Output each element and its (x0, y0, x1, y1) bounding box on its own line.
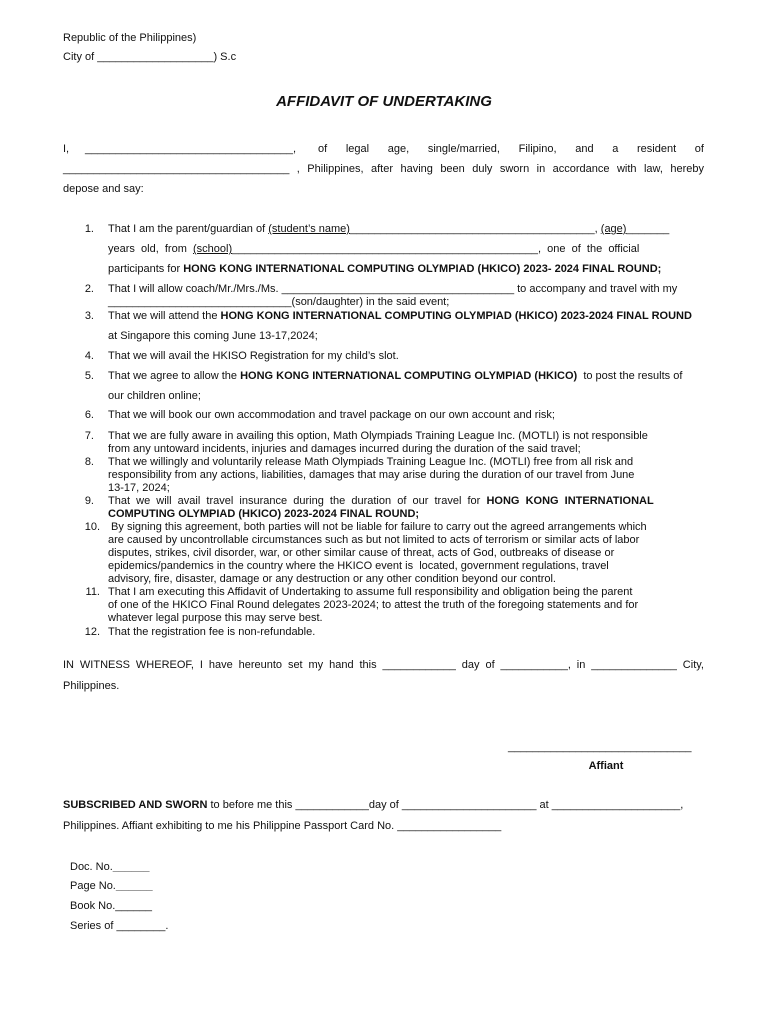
item-1-text: That I am the parent/guardian of (108, 223, 269, 235)
item-9-line2: COMPUTING OLYMPIAD (HKICO) 2023-2024 FINAL ROUND; (108, 508, 420, 520)
book-no: Book No.______ (70, 900, 152, 912)
item-1-line1 (108, 224, 669, 235)
item-8-line1: That we willingly and voluntarily release Math Olympiads Training League Inc. (MOTLI) free from all risk and (108, 456, 634, 468)
item-number: 3. (84, 310, 94, 322)
school-field: (school) (192, 243, 233, 255)
doc-no-blank: ______ (112, 861, 150, 873)
page-no-label: Page No. (70, 880, 116, 892)
item-1-blank: ________________________________________, (349, 223, 601, 235)
item-8-line2: responsibility from any actions, liabilities, damages that may arise during the duration of our travel from June (108, 469, 635, 481)
item-number: 11. (85, 586, 100, 598)
item-3-line2: at Singapore this coming June 13-17,2024; (108, 330, 318, 342)
item-8-line3: 13-17, 2024; (108, 482, 170, 494)
item-10-line2: are caused by uncontrollable circumstances such as but not limited to acts of terrorism or similar acts of labor (108, 534, 640, 546)
item-5-text: That we agree to allow the (108, 370, 241, 382)
item-number: 9. (84, 495, 94, 507)
item-3-text: That we will attend the (108, 310, 221, 322)
item-6-text: That we will book our own accommodation and travel package on our own account and risk; (108, 409, 555, 421)
doc-no-label: Doc. No. (70, 861, 113, 873)
signature-line: ______________________________ (508, 741, 692, 753)
sworn-text: to before me this ____________day of ______________________ at _____________________, (207, 799, 684, 811)
sworn-line1 (63, 800, 683, 811)
witness-line1: IN WITNESS WHEREOF, I have hereunto set my hand this ____________ day of ___________, in ______________ City, (63, 659, 704, 671)
item-1-participants: participants for (108, 263, 184, 275)
item-10-line3: disputes, strikes, civil disorder, war, or other similar cause of threat, acts of God, outbreaks of disease or (108, 547, 615, 559)
item-1-age-blank: _______ (626, 223, 670, 235)
doc-no (70, 862, 150, 873)
item-11-line3: whatever legal purpose this may serve best. (108, 612, 323, 624)
item-4-text: That we will avail the HKISO Registration for my child’s slot. (108, 350, 399, 362)
sworn-heading: SUBSCRIBED AND SWORN (63, 799, 208, 811)
age-field: (age) (600, 223, 627, 235)
item-2-line1: That I will allow coach/Mr./Mrs./Ms. ______________________________________ to accompany and travel with my (108, 283, 678, 295)
item-10-line1: By signing this agreement, both parties will not be liable for failure to carry out the agreed arrangements which (108, 521, 647, 533)
item-number: 7. (84, 430, 94, 442)
item-number: 2. (84, 283, 94, 295)
item-5-line1 (108, 371, 682, 382)
item-number: 5. (84, 370, 94, 382)
intro-line3: depose and say: (63, 183, 144, 195)
header-city: City of ___________________) S.c (63, 51, 237, 63)
item-number: 1. (84, 223, 94, 235)
item-7-line1: That we are fully aware in availing this option, Math Olympiads Training League Inc. (MOTLI) is not responsible (108, 430, 648, 442)
affiant-label: Affiant (588, 760, 624, 772)
item-12-text: That the registration fee is non-refundable. (108, 626, 316, 638)
event-name: HONG KONG INTERNATIONAL COMPUTING OLYMPIAD (HKICO) 2023-2024 FINAL ROUND (220, 310, 692, 322)
item-5-line2: our children online; (108, 390, 201, 402)
item-10-line5: advisory, fire, disaster, damage or any destruction or any other condition beyond our control. (108, 573, 556, 585)
event-name: HONG KONG INTERNATIONAL COMPUTING OLYMPIAD (HKICO) 2023- 2024 FINAL ROUND; (183, 263, 662, 275)
series-of: Series of ________. (70, 920, 169, 932)
item-number: 4. (84, 350, 94, 362)
item-1-official: __________________________________________________, one of the official (232, 243, 640, 255)
witness-line2: Philippines. (63, 680, 120, 692)
item-number: 12. (84, 626, 100, 638)
item-number: 6. (84, 409, 94, 421)
item-5-text-end: to post the results of (577, 370, 683, 382)
item-9-text: That we will avail travel insurance during the duration of our travel for (108, 495, 487, 507)
event-name: HONG KONG INTERNATIONAL (486, 495, 654, 507)
item-1-years: years old, from (108, 243, 193, 255)
item-9-line1 (108, 496, 654, 507)
intro-line1-rest: of legal age, single/married, Filipino, and a resident of (318, 143, 704, 155)
document-title: AFFIDAVIT OF UNDERTAKING (276, 93, 492, 110)
page-no (70, 881, 153, 892)
event-name: HONG KONG INTERNATIONAL COMPUTING OLYMPIAD (HKICO) (240, 370, 578, 382)
item-number: 10. (84, 521, 100, 533)
item-11-line2: of one of the HKICO Final Round delegates 2023-2024; to attest the truth of the foregoing statements and for (108, 599, 639, 611)
page-no-blank: ______ (115, 880, 153, 892)
intro-name-blank: __________________________________, (85, 143, 297, 155)
item-1-line3 (108, 264, 661, 275)
item-3-line1 (108, 311, 692, 322)
item-1-line2 (108, 244, 639, 255)
intro-line2: _____________________________________ , Philippines, after having been duly sworn in accordance with law, hereby (63, 163, 704, 175)
student-name-field: (student’s name) (268, 223, 350, 235)
item-2-line2: ______________________________(son/daughter) in the said event; (108, 296, 450, 308)
item-10-line4: epidemics/pandemics in the country where the HKICO event is located, government regulations, travel (108, 560, 609, 572)
item-7-line2: from any untoward incidents, injuries and damages incurred during the duration of the said travel; (108, 443, 581, 455)
intro-i: I, (63, 143, 70, 155)
header-republic: Republic of the Philippines) (63, 32, 197, 44)
item-number: 8. (84, 456, 94, 468)
sworn-line2: Philippines. Affiant exhibiting to me his Philippine Passport Card No. _________________ (63, 820, 502, 832)
item-11-line1: That I am executing this Affidavit of Undertaking to assume full responsibility and obligation being the parent (108, 586, 633, 598)
